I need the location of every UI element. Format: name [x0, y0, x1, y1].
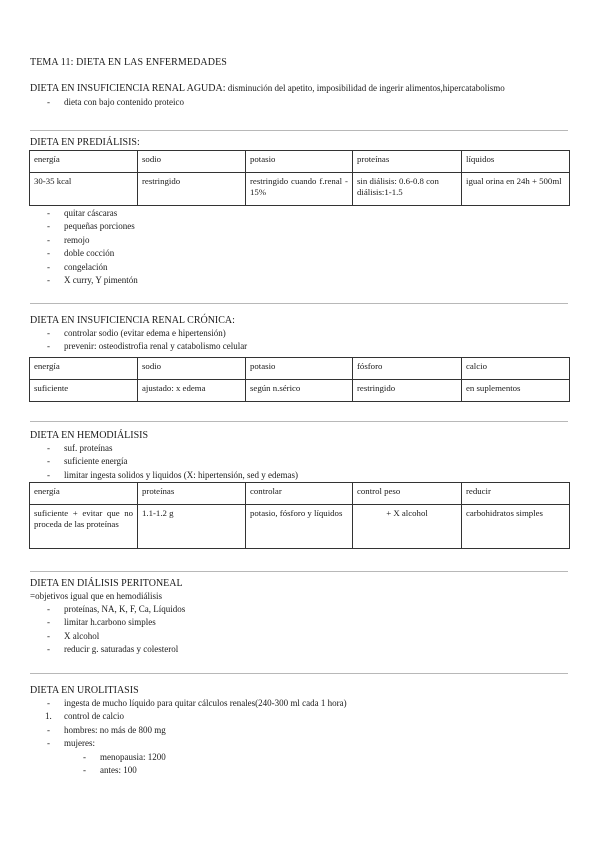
section-subtitle: disminución del apetito, imposibilidad de ingerir alimentos,hipercatabolismo — [225, 83, 505, 93]
divider — [30, 673, 568, 674]
table-cell: carbohidratos simples — [462, 505, 570, 549]
bullet-list-predialisis — [47, 208, 138, 288]
table-cell: restringido — [353, 380, 462, 402]
table-cell: suficiente — [30, 380, 138, 402]
list-item: - pequeñas porciones — [47, 221, 135, 232]
list-item: - quitar cáscaras — [47, 208, 118, 218]
table-cell: 1.1-1.2 g — [138, 505, 246, 549]
bullet-list-dialisis-peritoneal — [47, 604, 186, 658]
table-cell: ajustado: x edema — [138, 380, 246, 402]
table-header-cell: sodio — [138, 151, 246, 173]
sublist-mujeres — [83, 752, 166, 779]
table-row — [30, 380, 570, 402]
bullet-list-renal-cronica — [47, 328, 248, 355]
table-header-cell: energía — [30, 151, 138, 173]
table-cell: 30-35 kcal — [30, 173, 138, 206]
list-urolitiasis — [45, 698, 347, 752]
table-header-cell: fósforo — [353, 358, 462, 380]
section-heading-hemodialisis: DIETA EN HEMODIÁLISIS — [30, 430, 149, 441]
table-header-cell: sodio — [138, 358, 246, 380]
table-header-cell: energía — [30, 358, 138, 380]
list-item: - dieta con bajo contenido proteico — [47, 97, 184, 107]
list-item: - suficiente energía — [47, 456, 128, 467]
divider — [30, 421, 568, 422]
section-heading-urolitiasis: DIETA EN UROLITIASIS — [30, 685, 139, 696]
list-item: - congelación — [47, 261, 108, 272]
list-item: - antes: 100 — [83, 765, 137, 776]
bullet-list-renal-aguda — [47, 97, 184, 110]
list-item: - limitar ingesta solidos y liquidos (X: hipertensión, sed y edemas) — [47, 469, 298, 480]
list-item: - mujeres: — [47, 738, 95, 749]
table-header-cell: proteínas — [138, 483, 246, 505]
table-header-row — [30, 358, 570, 380]
list-item: - hombres: no más de 800 mg — [47, 724, 166, 735]
table-header-row — [30, 151, 570, 173]
list-item: - ingesta de mucho líquido para quitar cálculos renales(240-300 ml cada 1 hora) — [47, 698, 347, 708]
table-header-cell: control peso — [353, 483, 462, 505]
list-item: - X curry, Y pimentón — [47, 274, 138, 285]
table-header-cell: controlar — [246, 483, 353, 505]
table-cell: restringido — [138, 173, 246, 206]
table-header-cell: energía — [30, 483, 138, 505]
table-cell: en suplementos — [462, 380, 570, 402]
list-item: - reducir g. saturadas y colesterol — [47, 644, 179, 655]
table-header-cell: líquidos — [462, 151, 570, 173]
list-item: - limitar h.carbono simples — [47, 617, 156, 628]
table-header-cell: reducir — [462, 483, 570, 505]
section-note: =objetivos igual que en hemodiálisis — [30, 591, 163, 601]
table-cell: suficiente + evitar que no proceda de las proteínas — [30, 505, 138, 549]
section-heading-renal-aguda — [30, 83, 505, 96]
section-heading-renal-cronica: DIETA EN INSUFICIENCIA RENAL CRÓNICA: — [30, 315, 235, 326]
list-item: - proteínas, NA, K, F, Ca, Líquidos — [47, 604, 186, 614]
divider — [30, 571, 568, 572]
table-cell: sin diálisis: 0.6-0.8 con diálisis:1-1.5 — [353, 173, 462, 206]
table-cell: igual orina en 24h + 500ml — [462, 173, 570, 206]
table-header-cell: calcio — [462, 358, 570, 380]
bullet-list-hemodialisis — [47, 443, 298, 483]
list-item: - prevenir: osteodistrofia renal y catabolismo celular — [47, 341, 248, 352]
section-heading-predialisis: DIETA EN PREDIÁLISIS: — [30, 137, 140, 148]
renal-cronica-table — [29, 357, 570, 402]
table-cell: potasio, fósforo y líquidos — [246, 505, 353, 549]
list-item: - doble cocción — [47, 248, 115, 259]
list-item: - X alcohol — [47, 630, 100, 641]
page-title: TEMA 11: DIETA EN LAS ENFERMEDADES — [30, 57, 227, 68]
list-item: - suf. proteínas — [47, 443, 113, 453]
table-header-row — [30, 483, 570, 505]
table-row — [30, 505, 570, 549]
list-item: - menopausia: 1200 — [83, 752, 166, 762]
divider — [30, 303, 568, 304]
table-header-cell: potasio — [246, 358, 353, 380]
list-item: - controlar sodio (evitar edema e hipertensión) — [47, 328, 226, 338]
table-header-cell: potasio — [246, 151, 353, 173]
section-heading-text: DIETA EN INSUFICIENCIA RENAL AGUDA: — [30, 83, 226, 94]
list-item: - remojo — [47, 234, 90, 245]
table-header-cell: proteínas — [353, 151, 462, 173]
list-item: 1. control de calcio — [45, 711, 124, 722]
table-cell: restringido cuando f.renal - 15% — [246, 173, 353, 206]
section-heading-dialisis-peritoneal: DIETA EN DIÁLISIS PERITONEAL — [30, 578, 183, 589]
table-cell: + X alcohol — [353, 505, 462, 549]
table-row — [30, 173, 570, 206]
table-cell: según n.sérico — [246, 380, 353, 402]
predialisis-table — [29, 150, 570, 206]
divider — [30, 130, 568, 131]
hemodialisis-table — [29, 482, 570, 549]
